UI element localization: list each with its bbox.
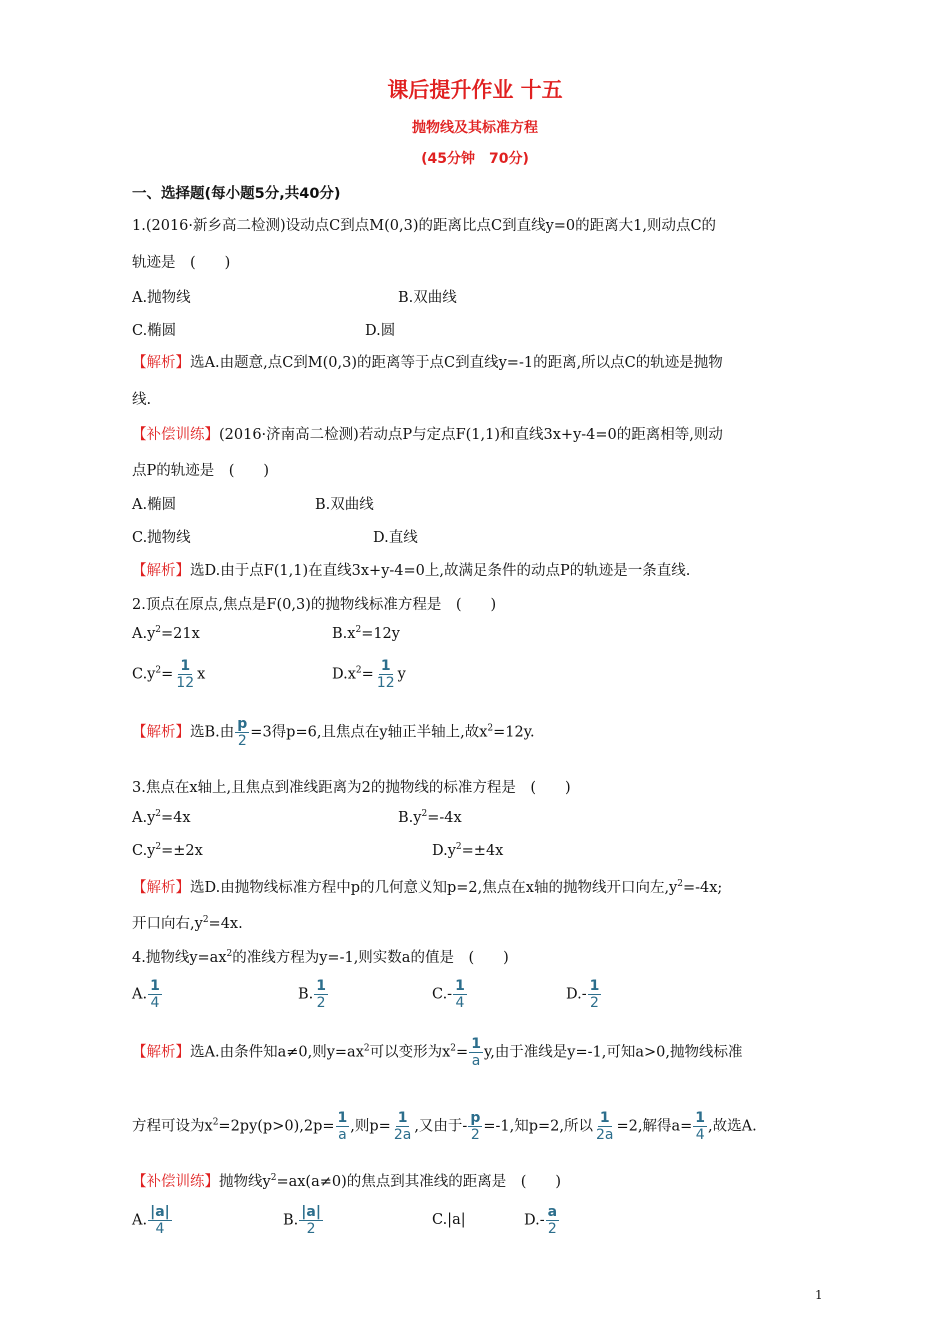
- fraction: $\frac{1}{4}$: [695, 1110, 706, 1143]
- fraction: $\frac{1}{a}$: [337, 1110, 348, 1143]
- fraction: $\frac{1}{2}$: [589, 978, 600, 1011]
- fraction: $\frac{|a|}{2}$: [301, 1204, 321, 1237]
- section-heading: 一、选择题(每小题5分,共40分): [132, 186, 341, 202]
- q1-analysis-line2: 线.: [132, 392, 152, 408]
- fraction: $\frac{1}{4}$: [455, 978, 465, 1011]
- q2-option-c: $C.y^2=$ $\frac{1}{12}$ x: [132, 658, 206, 691]
- supp-text: (2016·济南高二检测)若动点P与定点F(1,1)和直线3x+y-4=0的距离相等,则动: [219, 427, 723, 443]
- supp2-option-d: D.- $\frac{a}{2}$: [524, 1204, 558, 1237]
- q2-option-b: $B.x^2=12y$: [332, 625, 400, 642]
- supp-tag: 【补偿训练】: [132, 427, 219, 443]
- analysis-text: 选A.由题意,点C到M(0,3)的距离等于点C到直线y=-1的距离,所以点C的轨迹是抛物: [190, 355, 723, 371]
- q1-option-c: C.椭圆: [132, 323, 177, 339]
- fraction: $\frac{1}{4}$: [150, 978, 160, 1011]
- q3-stem: 3.焦点在x轴上,且焦点到准线距离为2的抛物线的标准方程是 ( ): [132, 780, 571, 796]
- supp2-option-c: C.|a|: [432, 1212, 466, 1228]
- q1-analysis-line1: [132, 351, 723, 372]
- q2-stem: 2.顶点在原点,焦点是F(0,3)的抛物线标准方程是 ( ): [132, 597, 497, 613]
- q1-stem-line1: 1.(2016·新乡高二检测)设动点C到点M(0,3)的距离比点C到直线y=0的距离大1,则动点C的: [132, 218, 717, 234]
- page-title: 课后提升作业 十五: [387, 78, 563, 102]
- supp1-analysis: [132, 559, 690, 580]
- page-subtitle: 抛物线及其标准方程: [412, 120, 538, 136]
- supp1-option-d: D.直线: [373, 530, 418, 546]
- q2-option-a: $A.y^2=21x$: [132, 625, 200, 642]
- fraction: $\frac{p}{2}$: [470, 1110, 481, 1143]
- q4-option-c: C.- $\frac{1}{4}$: [432, 978, 465, 1011]
- q4-analysis-line2: 方程可设为$x^2=2py(p>0),2p=$ $\frac{1}{a}$ ,则p= $\frac{1}{2a}$ ,又由于- $\frac{p}{2}$ =-1,知p=2,所以 $\frac{1}{2a}$ =2,解得a= $\frac{1}{4}$ ,故选A.: [132, 1110, 757, 1143]
- fraction: $\frac{a}{2}$: [547, 1204, 558, 1237]
- q1-option-a: A.抛物线: [132, 290, 191, 306]
- supp1-stem-line1: [132, 423, 723, 444]
- q4-option-d: D.- $\frac{1}{2}$: [566, 978, 600, 1011]
- q3-analysis-line2: 开口向右$,y^2=4x$.: [132, 915, 243, 932]
- fraction: $\frac{1}{a}$: [471, 1036, 481, 1069]
- supp2-stem: 【补偿训练】抛物线$y^2=ax(a\ne 0)$的焦点到其准线的距离是 ( ): [132, 1173, 562, 1190]
- analysis-tag: 【解析】: [132, 563, 190, 579]
- q2-analysis: 【解析】选B.由 $\frac{p}{2}$ =3得p=6,且焦点在y轴正半轴上,故$x^2=12y$.: [132, 716, 535, 749]
- supp1-option-c: C.抛物线: [132, 530, 191, 546]
- q1-stem-line2: 轨迹是 ( ): [132, 255, 231, 271]
- page-number: 1: [815, 1288, 823, 1302]
- fraction: $\frac{1}{2}$: [316, 978, 327, 1011]
- analysis-tag: 【解析】: [132, 355, 190, 371]
- supp1-option-b: B.双曲线: [315, 497, 374, 513]
- supp2-option-b: B. $\frac{|a|}{2}$: [283, 1204, 321, 1237]
- q4-option-b: B. $\frac{1}{2}$: [298, 978, 327, 1011]
- fraction: $\frac{p}{2}$: [237, 716, 248, 749]
- q3-analysis-line1: 【解析】选D.由抛物线标准方程中p的几何意义知p=2,焦点在x轴的抛物线开口向左$,y^2=-4x$;: [132, 879, 723, 896]
- supp2-option-a: A. $\frac{|a|}{4}$: [132, 1204, 170, 1237]
- q3-option-b: $B.y^2=-4x$: [398, 809, 462, 826]
- q4-option-a: A. $\frac{1}{4}$: [132, 978, 160, 1011]
- analysis-text: 选D.由于点F(1,1)在直线3x+y-4=0上,故满足条件的动点P的轨迹是一条直线.: [190, 563, 691, 579]
- q2-option-d: $D.x^2=$ $\frac{1}{12}$ y: [332, 658, 406, 691]
- q1-option-d: D.圆: [365, 323, 396, 339]
- fraction: $\frac{1}{2a}$: [393, 1110, 412, 1143]
- q3-option-a: $A.y^2=4x$: [132, 809, 191, 826]
- fraction: $\frac{1}{12}$: [176, 658, 195, 691]
- q1-option-b: B.双曲线: [398, 290, 457, 306]
- supp1-stem-line2: 点P的轨迹是 ( ): [132, 463, 270, 479]
- time-score: (45分钟 70分): [421, 151, 529, 167]
- q3-option-d: $D.y^2=\pm 4x$: [432, 842, 504, 859]
- q4-stem: 4.抛物线$y=ax^2$的准线方程为y=-1,则实数a的值是 ( ): [132, 949, 509, 966]
- fraction: $\frac{|a|}{4}$: [150, 1204, 170, 1237]
- q3-option-c: $C.y^2=\pm 2x$: [132, 842, 203, 859]
- fraction: $\frac{1}{2a}$: [596, 1110, 614, 1143]
- fraction: $\frac{1}{12}$: [376, 658, 395, 691]
- q4-analysis-line1: 【解析】选A.由条件知a≠0,则$y=ax^2$可以变形为$x^2=$ $\frac{1}{a}$ y,由于准线是y=-1,可知a>0,抛物线标准: [132, 1036, 743, 1069]
- supp1-option-a: A.椭圆: [132, 497, 177, 513]
